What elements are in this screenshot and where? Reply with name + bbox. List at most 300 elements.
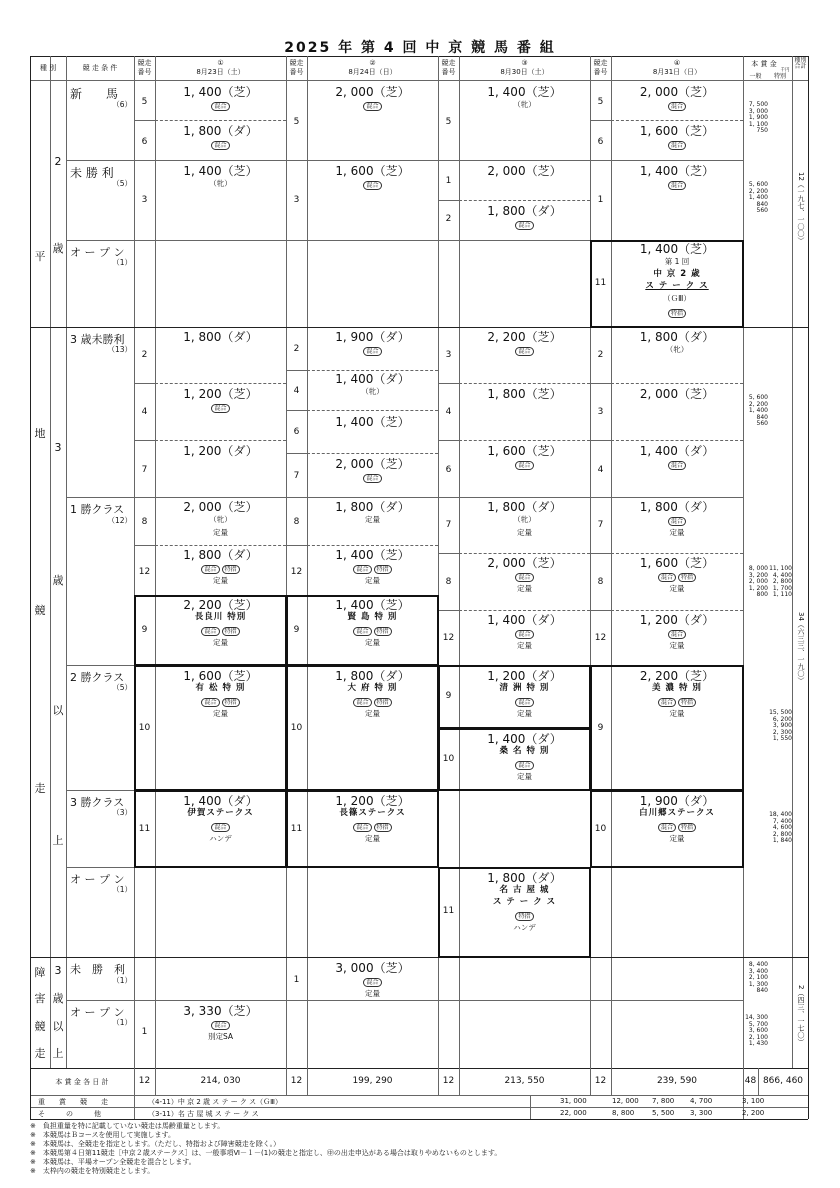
header-day-3-date: 8月30日（土） bbox=[500, 68, 549, 76]
totals-d4-value: 239, 590 bbox=[656, 1076, 698, 1086]
mixed-badge: 混合 bbox=[353, 627, 371, 636]
race-edition: 第 1 回 bbox=[664, 257, 690, 266]
cat-3mi: 3 歳未勝利 bbox=[70, 333, 125, 346]
race-cell bbox=[307, 331, 438, 356]
header-prize-sub1: 一般 bbox=[749, 73, 762, 80]
weight-label: 定量 bbox=[669, 834, 685, 843]
race-distance: 1, 800（ダ） bbox=[487, 871, 562, 885]
mixed-badge: 混合 bbox=[668, 141, 686, 150]
section-jage-4: 上 bbox=[52, 1047, 64, 1060]
filly-label: （牝） bbox=[209, 179, 232, 188]
note-6: ※ 太枠内の競走を特別競走とします。 bbox=[30, 1167, 155, 1175]
cat-open3: オ ー プ ン bbox=[70, 873, 125, 886]
totals-label: 本 賞 金 各 日 計 bbox=[55, 1078, 109, 1086]
race-cell bbox=[459, 86, 590, 111]
mixed-badge: 混合 bbox=[668, 517, 686, 526]
race-cell bbox=[307, 458, 438, 483]
cat-jmi: 未 勝 利 bbox=[70, 963, 125, 976]
special-badge: 特指 bbox=[222, 627, 240, 636]
race-distance: 1, 400（芝） bbox=[183, 164, 258, 178]
header-day-2-mark: ② bbox=[369, 59, 376, 67]
filly-label: （牝） bbox=[665, 345, 689, 354]
header-prize-sub2: 特別 bbox=[773, 73, 786, 80]
cat-mishori: 未 勝 利 bbox=[70, 166, 114, 180]
cat-jopen: オ ー プ ン bbox=[70, 1006, 125, 1019]
mixed-badge: 混合 bbox=[201, 565, 219, 574]
race-cell bbox=[459, 557, 590, 595]
note-5: ※ 本競馬は、平場オープン全競走を混合とします。 bbox=[30, 1158, 196, 1166]
prize-row-v2: 12, 000 bbox=[612, 1097, 639, 1105]
race-cell bbox=[459, 670, 590, 720]
special-badge: 特指 bbox=[668, 309, 686, 318]
note-4: ※ 本競馬第４日第11競走［中京２歳ステークス］は、一般事項Ⅵ－１－(1)の競走と指定し、㊥の出走申込がある場合は取りやめないものとします。 bbox=[30, 1149, 502, 1157]
race-cell bbox=[307, 416, 438, 428]
race-distance: 1, 800（ダ） bbox=[639, 330, 715, 344]
race-cell bbox=[611, 165, 743, 190]
prize-jump-open: 14, 300 5, 700 3, 600 2, 100 1, 430 bbox=[745, 1014, 768, 1047]
race-distance: 1, 400（芝） bbox=[335, 548, 410, 562]
section-age2: 2 bbox=[54, 155, 62, 168]
header-racenum-4: 競走番号 bbox=[593, 59, 608, 76]
section-flat-3: 競 bbox=[34, 604, 46, 617]
special-badge: 特指 bbox=[374, 627, 392, 636]
racenum: 12 bbox=[442, 633, 455, 643]
race-distance: 1, 600（芝） bbox=[183, 669, 258, 683]
racenum: 10 bbox=[442, 754, 455, 764]
race-distance: 1, 800（ダ） bbox=[487, 204, 562, 218]
race-name: 清 洲 特 別 bbox=[499, 683, 550, 693]
race-cell bbox=[155, 445, 286, 457]
race-name: 長篠ステークス bbox=[339, 808, 406, 818]
race-distance: 2, 000（芝） bbox=[639, 85, 715, 99]
racenum: 7 bbox=[293, 471, 300, 481]
racenum: 7 bbox=[445, 520, 452, 530]
race-name: 伊賀ステークス bbox=[187, 808, 254, 818]
race-cell bbox=[155, 125, 286, 150]
special-badge: 特指 bbox=[515, 912, 533, 921]
race-distance: 2, 000（芝） bbox=[487, 164, 562, 178]
special-badge: 特指 bbox=[678, 698, 696, 707]
hande-label: ハンデ bbox=[209, 834, 232, 843]
weight-label: 定量 bbox=[213, 528, 228, 537]
mixed-badge: 混合 bbox=[658, 573, 676, 582]
race-distance: 2, 000（芝） bbox=[335, 457, 410, 471]
racenum: 9 bbox=[445, 691, 452, 701]
weight-label: 定量 bbox=[517, 528, 532, 537]
special-badge: 特指 bbox=[374, 823, 392, 832]
race-cell bbox=[307, 373, 438, 398]
header-day-1-mark: ① bbox=[217, 59, 224, 67]
race-name: 大 府 特 別 bbox=[347, 683, 398, 693]
race-name: 美 濃 特 別 bbox=[652, 683, 702, 693]
race-name: 有 松 特 別 bbox=[195, 683, 246, 693]
section-jump-4: 走 bbox=[34, 1047, 46, 1060]
cat-2w-count: （5） bbox=[112, 683, 132, 692]
racenum: 10 bbox=[290, 723, 303, 733]
racenum: 11 bbox=[594, 278, 607, 288]
cat-jmi-count: （1） bbox=[112, 976, 132, 985]
totals-all-count: 48 bbox=[744, 1076, 757, 1086]
race-cell bbox=[611, 86, 743, 111]
race-name: 中 京 2 歳 bbox=[653, 269, 701, 279]
weight-label: 定量 bbox=[517, 709, 532, 718]
racenum: 8 bbox=[293, 517, 300, 527]
mixed-badge: 混合 bbox=[363, 474, 381, 483]
section-age3c: 以 bbox=[52, 704, 64, 717]
note-2: ※ 本競馬はＢコースを使用して実施します。 bbox=[30, 1131, 175, 1139]
race-name: 白川郷ステークス bbox=[639, 808, 715, 818]
sa-label: 別定SA bbox=[207, 1032, 234, 1041]
race-cell bbox=[155, 165, 286, 190]
race-cell bbox=[307, 165, 438, 190]
racenum: 10 bbox=[138, 723, 151, 733]
race-cell bbox=[155, 549, 286, 587]
special-badge: 特指 bbox=[374, 698, 392, 707]
race-cell bbox=[155, 1005, 286, 1043]
totals-d1-count: 12 bbox=[138, 1076, 151, 1086]
totals-d3-count: 12 bbox=[442, 1076, 455, 1086]
race-distance: 1, 800（ダ） bbox=[487, 500, 562, 514]
weight-label: 定量 bbox=[517, 584, 532, 593]
racenum: 4 bbox=[597, 465, 604, 475]
race-cell bbox=[307, 549, 438, 587]
race-distance: 1, 400（ダ） bbox=[487, 613, 562, 627]
racenum: 3 bbox=[445, 350, 452, 360]
racenum: 3 bbox=[141, 195, 148, 205]
header-day-4-mark: ④ bbox=[673, 59, 681, 67]
prize-row-v3: 5, 500 bbox=[652, 1109, 675, 1117]
race-distance: 1, 800（ダ） bbox=[183, 548, 258, 562]
race-distance: 2, 000（芝） bbox=[183, 500, 258, 514]
race-distance: 1, 400（芝） bbox=[183, 85, 258, 99]
race-cell bbox=[307, 670, 438, 720]
prize-3mi: 5, 600 2, 200 1, 400 840 560 bbox=[748, 394, 768, 427]
mixed-badge: 混合 bbox=[515, 630, 533, 639]
prize-row-v4: 4, 700 bbox=[690, 1097, 713, 1105]
cat-1w: 1 勝クラス bbox=[70, 503, 125, 516]
header-cond: 競 走 条 件 bbox=[82, 64, 118, 72]
race-cell bbox=[611, 331, 743, 356]
race-distance: 1, 800（ダ） bbox=[335, 500, 410, 514]
racenum: 7 bbox=[597, 520, 604, 530]
mixed-badge: 混合 bbox=[515, 347, 533, 356]
totals-d4-count: 12 bbox=[594, 1076, 607, 1086]
header-type: 種 別 bbox=[39, 64, 57, 72]
racenum: 5 bbox=[445, 117, 452, 127]
race-cell bbox=[307, 599, 438, 649]
mixed-badge: 混合 bbox=[515, 221, 533, 230]
race-distance: 1, 600（芝） bbox=[335, 164, 410, 178]
special-badge: 特指 bbox=[678, 823, 696, 832]
cat-open2: オ ー プ ン bbox=[70, 246, 125, 259]
mixed-badge: 混合 bbox=[353, 698, 371, 707]
race-name: 桑 名 特 別 bbox=[499, 746, 550, 756]
racenum: 2 bbox=[293, 344, 300, 354]
race-distance: 1, 400（ダ） bbox=[639, 444, 715, 458]
mixed-badge: 混合 bbox=[515, 461, 533, 470]
mixed-badge: 混合 bbox=[201, 627, 219, 636]
racenum: 4 bbox=[293, 386, 300, 396]
racenum: 8 bbox=[597, 577, 604, 587]
racenum: 4 bbox=[445, 407, 452, 417]
weight-label: 定量 bbox=[669, 528, 685, 537]
race-cell bbox=[155, 795, 286, 845]
race-name: ス テ ー ク ス bbox=[492, 897, 557, 907]
note-3: ※ 本競馬は、全競走を指定とします。（ただし、特指および障害競走を除く。） bbox=[30, 1140, 281, 1148]
section-jage-2: 歳 bbox=[52, 992, 64, 1005]
section-age3d: 上 bbox=[52, 834, 64, 847]
mixed-badge: 混合 bbox=[211, 102, 229, 111]
race-cell bbox=[459, 205, 590, 230]
mixed-badge: 混合 bbox=[211, 1021, 229, 1030]
cat-3w: 3 勝クラス bbox=[70, 796, 125, 809]
totals-d1-value: 214, 030 bbox=[200, 1076, 241, 1086]
mixed-badge: 混合 bbox=[668, 181, 686, 190]
prize-row-race: （4-11）中 京 2 歳 ス テ ー ク ス（ＧⅢ） bbox=[148, 1098, 282, 1106]
header-day-3-mark: ③ bbox=[521, 59, 528, 67]
weight-label: 定量 bbox=[517, 772, 532, 781]
special-badge: 特指 bbox=[222, 565, 240, 574]
filly-label: （牝） bbox=[513, 515, 536, 524]
race-name: ス テ ー ク ス bbox=[645, 281, 709, 291]
race-cell bbox=[459, 165, 590, 177]
racenum: 8 bbox=[141, 517, 148, 527]
weight-label: 定量 bbox=[365, 989, 380, 998]
prize-mishori: 5, 600 2, 200 1, 400 840 560 bbox=[748, 181, 768, 214]
racenum: 6 bbox=[445, 465, 452, 475]
section-flat-2: 地 bbox=[34, 427, 46, 440]
race-name: 名 古 屋 城 bbox=[499, 885, 550, 895]
racenum: 5 bbox=[141, 97, 148, 107]
race-name: 賢 島 特 別 bbox=[347, 612, 398, 622]
weight-label: 定量 bbox=[517, 641, 532, 650]
special-badge: 特指 bbox=[678, 573, 696, 582]
race-distance: 1, 400（ダ） bbox=[335, 372, 410, 386]
race-distance: 3, 000（芝） bbox=[335, 961, 410, 975]
racenum: 12 bbox=[290, 567, 303, 577]
filly-label: （牝） bbox=[361, 387, 384, 396]
special-badge: 特指 bbox=[374, 565, 392, 574]
race-cell bbox=[611, 388, 743, 400]
race-cell bbox=[307, 795, 438, 845]
race-distance: 1, 800（ダ） bbox=[335, 669, 410, 683]
racenum: 10 bbox=[594, 824, 607, 834]
racenum: 11 bbox=[290, 824, 303, 834]
mixed-badge: 混合 bbox=[515, 761, 533, 770]
racenum: 2 bbox=[445, 214, 452, 224]
race-cell bbox=[307, 501, 438, 526]
racenum: 9 bbox=[141, 625, 148, 635]
race-cell bbox=[459, 733, 590, 783]
race-cell bbox=[155, 670, 286, 720]
header-prize-unit: 千円 bbox=[780, 68, 790, 73]
mixed-badge: 混合 bbox=[668, 630, 686, 639]
racenum: 5 bbox=[597, 97, 604, 107]
race-cell bbox=[459, 501, 590, 539]
cat-open3-count: （1） bbox=[112, 885, 132, 894]
weight-label: 定量 bbox=[365, 709, 380, 718]
mixed-badge: 混合 bbox=[363, 347, 381, 356]
section-jump-1: 障 bbox=[34, 966, 46, 979]
racenum: 6 bbox=[141, 137, 148, 147]
weight-label: 定量 bbox=[365, 638, 380, 647]
mixed-badge: 混合 bbox=[353, 823, 371, 832]
mixed-badge: 混合 bbox=[211, 823, 229, 832]
race-distance: 1, 400（芝） bbox=[487, 85, 562, 99]
note-1: ※ 負担重量を特に記載していない競走は馬齢重量とします。 bbox=[30, 1122, 225, 1130]
race-cell bbox=[611, 795, 743, 845]
section-jump-3: 競 bbox=[34, 1020, 46, 1033]
race-distance: 1, 400（芝） bbox=[639, 242, 715, 256]
racenum: 6 bbox=[597, 137, 604, 147]
mixed-badge: 混合 bbox=[515, 573, 533, 582]
racenum: 3 bbox=[293, 195, 300, 205]
section-flat-4: 走 bbox=[34, 782, 46, 795]
racenum: 3 bbox=[597, 407, 604, 417]
section-jage-3: 以 bbox=[52, 1020, 64, 1033]
racenum: 12 bbox=[594, 633, 607, 643]
racenum: 12 bbox=[138, 567, 151, 577]
mixed-badge: 混合 bbox=[201, 698, 219, 707]
race-distance: 1, 800（芝） bbox=[487, 387, 562, 401]
section-age3b: 歳 bbox=[52, 574, 64, 587]
prize-row-v1: 31, 000 bbox=[560, 1097, 587, 1105]
totals-d2-count: 12 bbox=[290, 1076, 303, 1086]
prize-row-label: そ の 他 bbox=[38, 1110, 101, 1118]
weight-label: 定量 bbox=[669, 584, 685, 593]
cat-3mi-count: （13） bbox=[107, 345, 132, 354]
race-distance: 1, 800（ダ） bbox=[183, 124, 258, 138]
race-distance: 2, 200（芝） bbox=[639, 669, 715, 683]
mixed-badge: 混合 bbox=[668, 461, 686, 470]
cat-shinba: 新 馬 bbox=[70, 87, 119, 101]
racenum: 1 bbox=[597, 195, 604, 205]
section-flat-1: 平 bbox=[34, 250, 46, 263]
cat-1w-count: （12） bbox=[107, 516, 132, 525]
racenum: 5 bbox=[293, 117, 300, 127]
header-count: 種別合計 bbox=[794, 57, 807, 70]
page-title: 2025 年 第 4 回 中 京 競 馬 番 組 bbox=[284, 40, 556, 56]
filly-label: （牝） bbox=[513, 100, 536, 109]
weight-label: 定量 bbox=[365, 515, 380, 524]
count-age2: 12（一九七、一〇〇） bbox=[797, 172, 805, 244]
prize-row-v5: 3, 100 bbox=[742, 1097, 765, 1105]
race-cell bbox=[459, 872, 590, 934]
header-prize: 本 賞 金 bbox=[751, 60, 777, 68]
race-cell bbox=[155, 86, 286, 111]
race-cell bbox=[155, 331, 286, 343]
header-racenum-2: 競走番号 bbox=[289, 59, 304, 76]
section-jage-1: 3 bbox=[54, 964, 62, 977]
special-badge: 特指 bbox=[222, 698, 240, 707]
race-distance: 1, 200（ダ） bbox=[183, 444, 258, 458]
race-distance: 1, 800（ダ） bbox=[639, 500, 715, 514]
hande-label: ハンデ bbox=[513, 923, 536, 932]
weight-label: 定量 bbox=[365, 834, 380, 843]
mixed-badge: 混合 bbox=[353, 565, 371, 574]
race-cell bbox=[611, 501, 743, 539]
race-cell bbox=[611, 125, 743, 150]
race-distance: 2, 200（芝） bbox=[183, 598, 258, 612]
prize-row-v3: 7, 800 bbox=[652, 1097, 675, 1105]
mixed-badge: 混合 bbox=[211, 404, 229, 413]
race-distance: 1, 400（芝） bbox=[335, 598, 410, 612]
race-cell bbox=[155, 501, 286, 539]
racenum: 2 bbox=[141, 350, 148, 360]
section-age2b: 歳 bbox=[52, 242, 64, 255]
race-name: 長良川 特別 bbox=[194, 612, 247, 622]
race-distance: 3, 330（芝） bbox=[183, 1004, 258, 1018]
mixed-badge: 混合 bbox=[363, 102, 381, 111]
racenum: 1 bbox=[141, 1027, 148, 1037]
race-distance: 1, 900（ダ） bbox=[639, 794, 715, 808]
cat-3w-count: （3） bbox=[112, 808, 132, 817]
mixed-badge: 混合 bbox=[363, 181, 381, 190]
prize-row-race: （3-11）名 古 屋 城 ス テ ー ク ス bbox=[148, 1110, 259, 1118]
race-cell bbox=[459, 388, 590, 400]
totals-d3-value: 213, 550 bbox=[504, 1076, 545, 1086]
mixed-badge: 混合 bbox=[668, 102, 686, 111]
header-racenum-1: 競走番号 bbox=[137, 59, 152, 76]
racenum: 9 bbox=[293, 625, 300, 635]
racenum: 8 bbox=[445, 577, 452, 587]
race-distance: 1, 200（ダ） bbox=[487, 669, 562, 683]
race-distance: 1, 200（ダ） bbox=[639, 613, 715, 627]
mixed-badge: 混合 bbox=[658, 698, 676, 707]
prize-row-v1: 22, 000 bbox=[560, 1109, 587, 1117]
race-distance: 1, 800（ダ） bbox=[183, 330, 258, 344]
prize-row-v4: 3, 300 bbox=[690, 1109, 713, 1117]
racenum: 11 bbox=[442, 906, 455, 916]
count-jump: 2（四三、一七〇） bbox=[797, 985, 805, 1046]
mixed-badge: 混合 bbox=[658, 823, 676, 832]
race-distance: 1, 900（ダ） bbox=[335, 330, 410, 344]
race-cell bbox=[611, 445, 743, 470]
race-distance: 2, 200（芝） bbox=[487, 330, 562, 344]
cat-2w: 2 勝クラス bbox=[70, 671, 125, 684]
race-cell bbox=[611, 243, 743, 318]
weight-label: 定量 bbox=[365, 576, 380, 585]
totals-d2-value: 199, 290 bbox=[352, 1076, 393, 1086]
cat-mishori-count: （5） bbox=[112, 179, 132, 188]
section-age3a: 3 bbox=[54, 441, 62, 454]
prize-row-v5: 2, 200 bbox=[742, 1109, 765, 1117]
race-cell bbox=[307, 962, 438, 1000]
header-racenum-3: 競走番号 bbox=[441, 59, 456, 76]
weight-label: 定量 bbox=[669, 641, 685, 650]
weight-label: 定量 bbox=[213, 638, 228, 647]
race-distance: 1, 600（芝） bbox=[487, 444, 562, 458]
prize-shinba: 7, 500 3, 000 1, 900 1, 100 750 bbox=[748, 101, 768, 134]
race-distance: 1, 400（ダ） bbox=[487, 732, 562, 746]
race-distance: 1, 600（芝） bbox=[639, 124, 715, 138]
cat-jopen-count: （1） bbox=[112, 1018, 132, 1027]
race-cell bbox=[611, 614, 743, 652]
prize-3w: 18, 400 7, 400 4, 600 2, 800 1, 840 bbox=[769, 811, 792, 844]
mixed-badge: 混合 bbox=[515, 698, 533, 707]
prize-1w-general: 8, 000 3, 200 2, 000 1, 200 800 bbox=[748, 565, 768, 598]
cat-open2-count: （1） bbox=[112, 258, 132, 267]
race-distance: 1, 200（芝） bbox=[335, 794, 410, 808]
racenum: 7 bbox=[141, 465, 148, 475]
race-cell bbox=[459, 614, 590, 652]
mixed-badge: 混合 bbox=[211, 141, 229, 150]
header-day-2-date: 8月24日（日） bbox=[348, 68, 397, 76]
prize-row-label: 重 賞 競 走 bbox=[38, 1098, 108, 1106]
race-cell bbox=[155, 599, 286, 649]
header-day-1-date: 8月23日（土） bbox=[196, 68, 245, 76]
race-cell bbox=[459, 331, 590, 356]
